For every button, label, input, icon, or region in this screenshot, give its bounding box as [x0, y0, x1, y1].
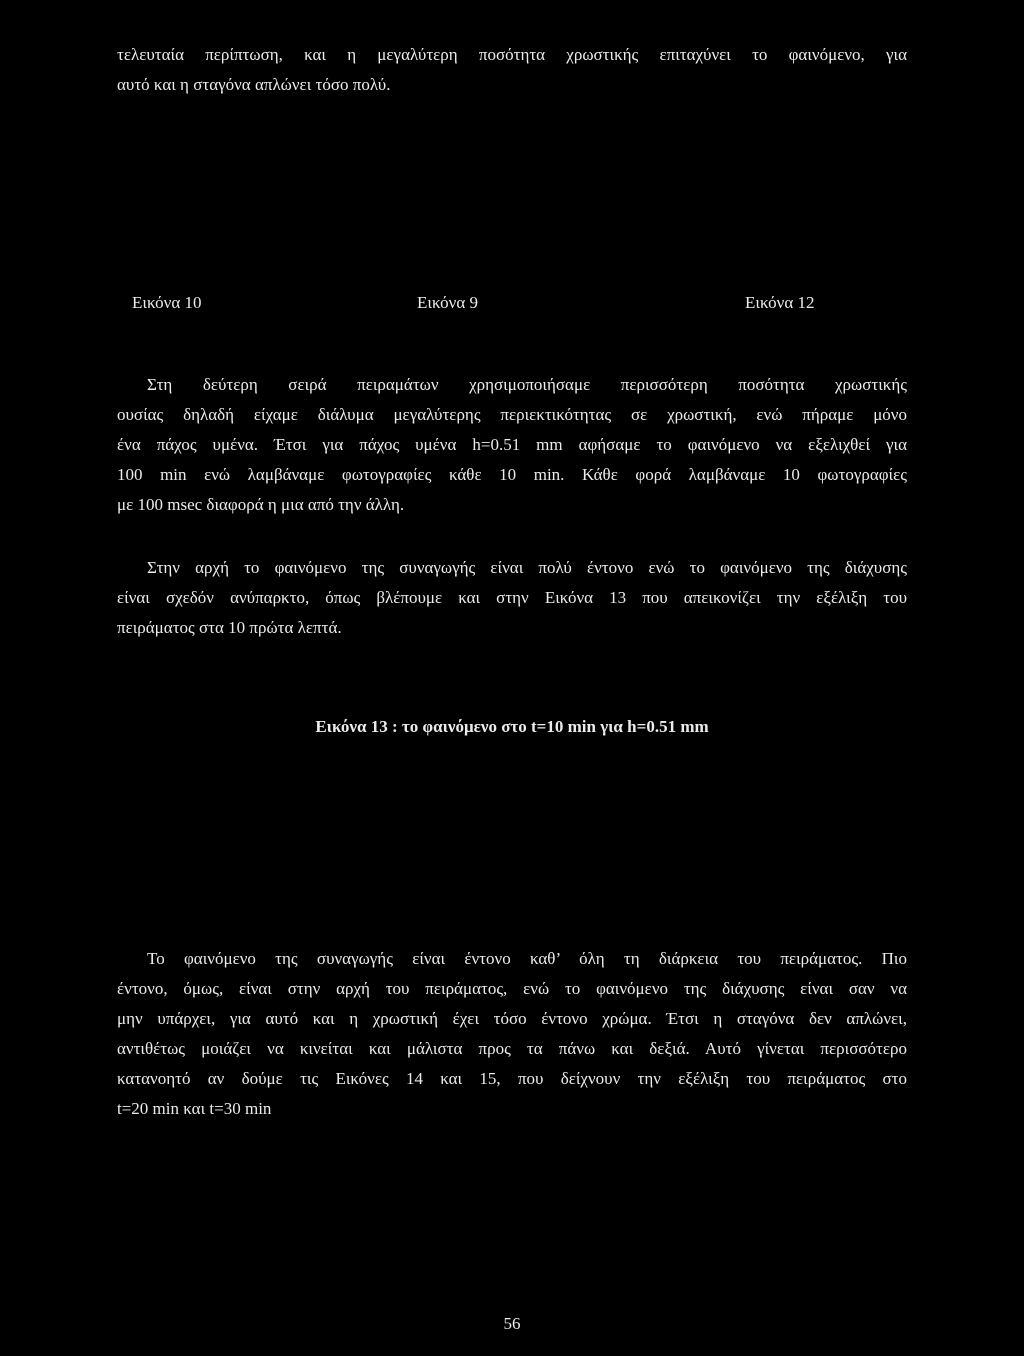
paragraph-line: είναι σχεδόν ανύπαρκτο, όπως βλέπουμε και στην Εικόνα 13 που απεικονίζει την εξέλιξη του — [117, 588, 907, 607]
paragraph-line: Το φαινόμενο της συναγωγής είναι έντονο καθ’ όλη τη διάρκεια του πειράματος. Πιο — [147, 949, 907, 968]
paragraph-line: τελευταία περίπτωση, και η μεγαλύτερη ποσότητα χρωστικής επιταχύνει το φαινόμενο, για — [117, 45, 907, 64]
paragraph-line: Στην αρχή το φαινόμενο της συναγωγής είναι πολύ έντονο ενώ το φαινόμενο της διάχυσης — [147, 558, 907, 577]
paragraph-line: κατανοητό αν δούμε τις Εικόνες 14 και 15, που δείχνουν την εξέλιξη του πειράματος στο — [117, 1069, 907, 1088]
paragraph-convection — [117, 553, 907, 643]
figure-13-caption: Εικόνα 13 : το φαινόμενο στο t=10 min για h=0.51 mm — [315, 717, 709, 736]
figure-caption-12: Εικόνα 12 — [745, 293, 815, 312]
paragraph-line: Στη δεύτερη σειρά πειραμάτων χρησιμοποιήσαμε περισσότερη ποσότητα χρωστικής — [147, 375, 907, 394]
top-paragraph — [117, 40, 907, 100]
paragraph-summary — [117, 944, 907, 1124]
paragraph-line: ουσίας δηλαδή είχαμε διάλυμα μεγαλύτερης περιεκτικότητας σε χρωστική, ενώ πήραμε μόνο — [117, 405, 907, 424]
paragraph-line: 100 min ενώ λαμβάναμε φωτογραφίες κάθε 10 min. Κάθε φορά λαμβάναμε 10 φωτογραφίες — [117, 465, 907, 484]
figure-caption-row — [0, 288, 1024, 318]
paragraph-line: αντιθέτως μοιάζει να κινείται και μάλιστα προς τα πάνω και δεξιά. Αυτό γίνεται περισσότερο — [117, 1039, 907, 1058]
figure-caption-10: Εικόνα 10 — [132, 293, 202, 312]
paragraph-line: με 100 msec διαφορά η μια από την άλλη. — [117, 495, 405, 514]
paragraph-line: μην υπάρχει, για αυτό και η χρωστική έχει τόσο έντονο χρώμα. Έτσι η σταγόνα δεν απλώνει, — [117, 1009, 907, 1028]
paragraph-line: t=20 min και t=30 min — [117, 1099, 272, 1118]
paragraph-line: ένα πάχος υμένα. Έτσι για πάχος υμένα h=0.51 mm αφήσαμε το φαινόμενο να εξελιχθεί για — [117, 435, 907, 454]
page-number: 56 — [503, 1314, 521, 1333]
paragraph-second-series — [117, 370, 907, 520]
paragraph-line: πειράματος στα 10 πρώτα λεπτά. — [117, 618, 342, 637]
paragraph-line: έντονο, όμως, είναι στην αρχή του πειράματος, ενώ το φαινόμενο της διάχυσης είναι σαν να — [117, 979, 907, 998]
paragraph-line: αυτό και η σταγόνα απλώνει τόσο πολύ. — [117, 75, 391, 94]
figure-caption-9: Εικόνα 9 — [417, 293, 478, 312]
